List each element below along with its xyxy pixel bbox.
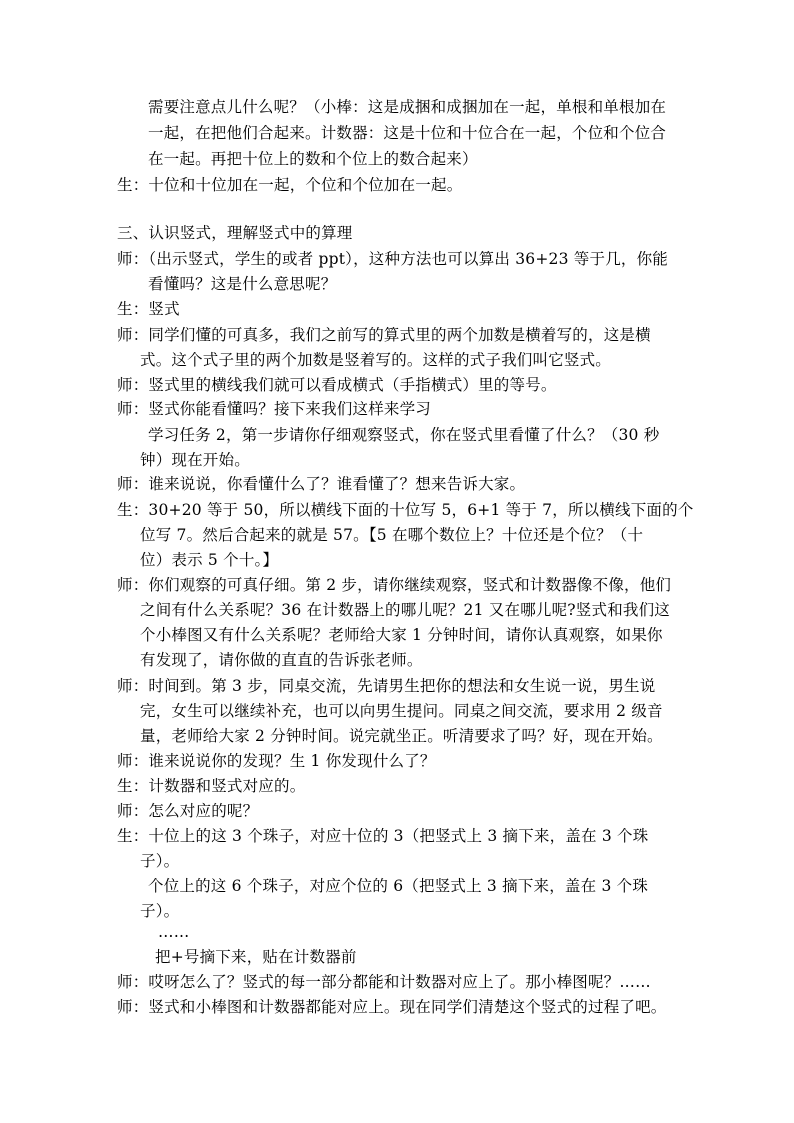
text-line: 式。这个式子里的两个加数是竖着写的。这样的式子我们叫它竖式。 [140, 351, 612, 369]
text-line: 个位上的这 6 个珠子，对应个位的 6（把竖式上 3 摘下来，盖在 3 个珠 [148, 877, 649, 895]
text-line: 把+号摘下来，贴在计数器前 [155, 948, 357, 966]
text-line: 师：（出示竖式，学生的或者 ppt），这种方法也可以算出 36+23 等于几，你能 [117, 250, 668, 268]
text-line: 完，女生可以继续补充，也可以向男生提问。同桌之间交流，要求用 2 级音 [140, 702, 663, 720]
text-line: 需要注意点儿什么呢？（小棒：这是成捆和成捆加在一起，单根和单根加在 [148, 98, 667, 116]
text-line: 学习任务 2，第一步请你仔细观察竖式，你在竖式里看懂了什么？（30 秒 [148, 426, 660, 444]
text-line: 师：竖式和小棒图和计数器都能对应上。现在同学们清楚这个竖式的过程了吧。 [117, 998, 667, 1016]
text-line: 师：怎么对应的呢？ [117, 802, 259, 820]
text-line: 钟）现在开始。 [140, 451, 250, 469]
text-line: 师：哎呀怎么了？竖式的每一部分都能和计数器对应上了。那小棒图呢？…… [117, 973, 651, 991]
text-line: 量，老师给大家 2 分钟时间。说完就坐正。听清要求了吗？好，现在开始。 [140, 727, 663, 745]
text-line: 个小棒图又有什么关系呢？老师给大家 1 分钟时间，请你认真观察，如果你 [140, 626, 663, 644]
text-line: 生：竖式 [117, 300, 180, 318]
text-line: 看懂吗？这是什么意思呢？ [148, 275, 337, 293]
text-line: 师：你们观察的可真仔细。第 2 步，请你继续观察，竖式和计数器像不像，他们 [117, 576, 672, 594]
text-line: 之间有什么关系呢？36 在计数器上的哪儿呢？21 又在哪儿呢?竖式和我们这 [140, 601, 671, 619]
text-line: 有发现了，请你做的直直的告诉张老师。 [140, 651, 423, 669]
text-line: 一起，在把他们合起来。计数器：这是十位和十位合在一起，个位和个位合 [148, 124, 667, 142]
text-line: 师：谁来说说，你看懂什么了？谁看懂了？想来告诉大家。 [117, 475, 526, 493]
text-line: 师：时间到。第 3 步，同桌交流，先请男生把你的想法和女生说一说，男生说 [117, 677, 656, 695]
text-line: 子）。 [140, 852, 180, 870]
text-line: 位）表示 5 个十。】 [140, 551, 279, 569]
text-line: 生：十位上的这 3 个珠子，对应十位的 3（把竖式上 3 摘下来，盖在 3 个珠 [117, 827, 649, 845]
text-line: 师：竖式你能看懂吗？接下来我们这样来学习 [117, 400, 432, 418]
text-line: 子）。 [140, 902, 180, 920]
section-heading: 三、认识竖式，理解竖式中的算理 [117, 224, 353, 242]
text-line: 位写 7。然后合起来的就是 57。【5 在哪个数位上？十位还是个位？（十 [140, 526, 644, 544]
text-line: 师：竖式里的横线我们就可以看成横式（手指横式）里的等号。 [117, 376, 557, 394]
text-line: 师：同学们懂的可真多，我们之前写的算式里的两个加数是横着写的，这是横 [117, 326, 651, 344]
text-line: 生：计数器和竖式对应的。 [117, 777, 306, 795]
text-line: 生：十位和十位加在一起，个位和个位加在一起。 [117, 176, 463, 194]
ellipsis-line: …… [158, 923, 190, 941]
text-line: 在一起。再把十位上的数和个位上的数合起来） [148, 150, 478, 168]
text-line: 师：谁来说说你的发现？生 1 你发现什么了？ [117, 752, 436, 770]
text-line: 生：30+20 等于 50，所以横线下面的十位写 5，6+1 等于 7，所以横线下面的个 [117, 501, 694, 519]
